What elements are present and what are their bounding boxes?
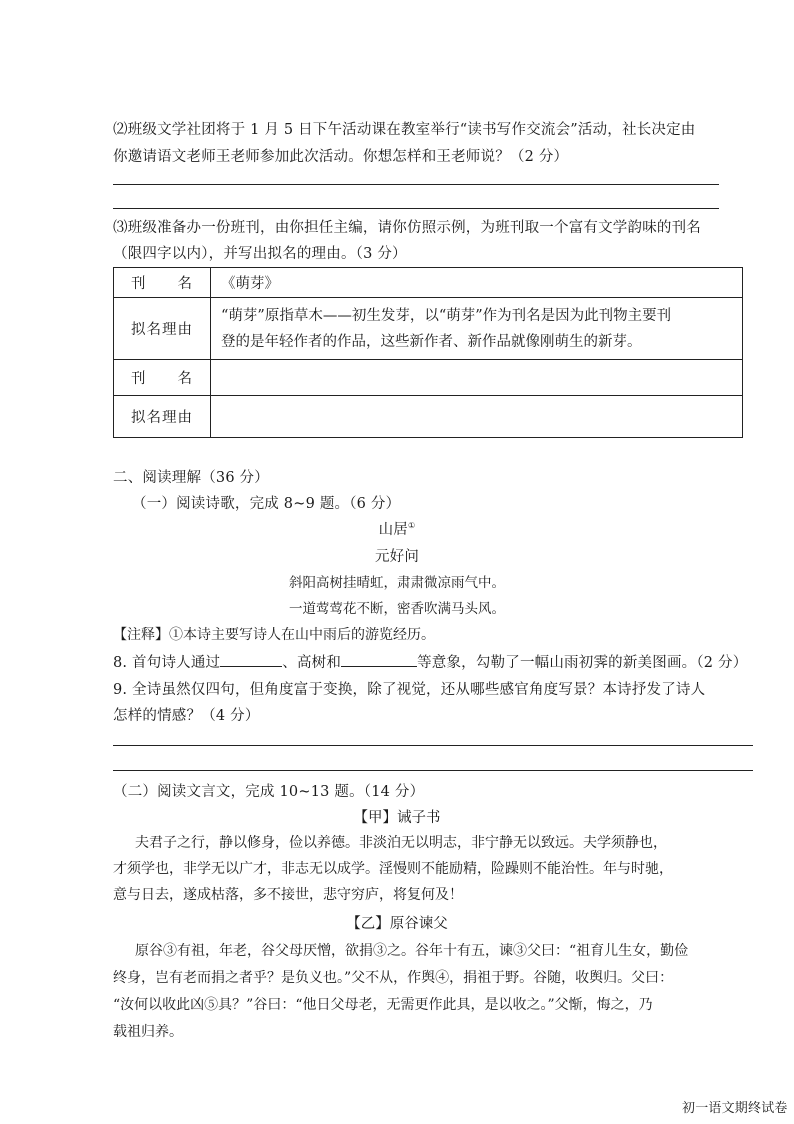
row-label: 拟名理由 bbox=[114, 298, 211, 360]
yi-line2: 终身，岂有老而捐之者乎？是负义也。”父不从，作舆④，捐祖于野。谷随，收舆归。父曰： bbox=[113, 970, 674, 986]
part1-heading: （一）阅读诗歌，完成 8~9 题。（6 分） bbox=[132, 496, 401, 512]
answer-line-q9-2[interactable] bbox=[113, 770, 753, 771]
q9-line2: 怎样的情感？（4 分） bbox=[113, 708, 260, 724]
q8-text-after: 等意象，勾勒了一幅山雨初霁的新美图画。（2 分） bbox=[417, 655, 748, 671]
jia-title: 【甲】诫子书 bbox=[353, 810, 441, 826]
poem-title: 山居 bbox=[378, 522, 409, 538]
q8-blank-2[interactable] bbox=[341, 652, 417, 667]
answer-line-q2-2[interactable] bbox=[113, 208, 719, 209]
table-row bbox=[114, 298, 743, 360]
jia-line3: 意与日去，遂成枯落，多不接世，悲守穷庐，将复何及！ bbox=[113, 887, 463, 903]
poem-line1: 斜阳高树挂晴虹，肃肃微凉雨气中。 bbox=[289, 575, 505, 591]
answer-line-q2-1[interactable] bbox=[113, 184, 719, 185]
jia-line2: 才须学也，非学无以广才，非志无以成学。淫慢则不能励精，险躁则不能治性。年与时驰， bbox=[113, 861, 673, 877]
q8-text-middle: 、高树和 bbox=[282, 655, 342, 671]
q8-blank-1[interactable] bbox=[220, 652, 282, 667]
reason-example-line1: “萌芽”原指草木——初生发芽，以“萌芽”作为刊名是因为此刊物主要刊 bbox=[221, 307, 672, 324]
yi-line3: “汝何以收此凶⑤具？”谷曰：“他日父母老，无需更作此具，是以收之。”父惭，悔之，乃 bbox=[113, 997, 653, 1013]
poem-note: 【注释】①本诗主要写诗人在山中雨后的游览经历。 bbox=[113, 627, 435, 643]
jia-line1: 夫君子之行，静以修身，俭以养德。非淡泊无以明志，非宁静无以致远。夫学须静也， bbox=[135, 835, 667, 851]
row-label: 拟名理由 bbox=[114, 396, 211, 438]
part2-heading: （二）阅读文言文，完成 10~13 题。（14 分） bbox=[113, 784, 425, 800]
q8 bbox=[113, 651, 747, 672]
reason-answer-cell[interactable] bbox=[211, 396, 743, 438]
table-row bbox=[114, 396, 743, 438]
q2-line1: ⑵班级文学社团将于 1 月 5 日下午活动课在教室举行“读书写作交流会”活动，社长决定由 bbox=[113, 122, 696, 138]
q2-line2: 你邀请语文老师王老师参加此次活动。你想怎样和王老师说？（2 分） bbox=[113, 149, 569, 165]
q3-line1: ⑶班级准备办一份班刊，由你担任主编，请你仿照示例，为班刊取一个富有文学韵味的刊名 bbox=[113, 220, 701, 236]
q8-text-before: 8. 首句诗人通过 bbox=[113, 655, 221, 671]
section-heading: 二、阅读理解（36 分） bbox=[113, 470, 269, 486]
poem-title-note-mark: ① bbox=[408, 521, 416, 531]
journal-name-table bbox=[113, 267, 743, 438]
table-row bbox=[114, 360, 743, 396]
journal-name-example: 《萌芽》 bbox=[211, 268, 743, 298]
journal-name-answer-cell[interactable] bbox=[211, 360, 743, 396]
q9-line1: 9. 全诗虽然仅四句，但角度富于变换，除了视觉，还从哪些感官角度写景？本诗抒发了诗人 bbox=[113, 682, 706, 698]
row-label: 刊 名 bbox=[114, 268, 211, 298]
page-footer: 初一语文期终试卷 bbox=[682, 1101, 788, 1116]
yi-title: 【乙】原谷谏父 bbox=[346, 916, 448, 932]
poem-line2: 一道莺莺花不断，密香吹满马头风。 bbox=[289, 601, 505, 617]
table-row bbox=[114, 268, 743, 298]
poem-author: 元好问 bbox=[374, 549, 420, 565]
row-label: 刊 名 bbox=[114, 360, 211, 396]
answer-line-q9-1[interactable] bbox=[113, 745, 753, 746]
q3-line2: （限四字以内），并写出拟名的理由。（3 分） bbox=[113, 246, 407, 262]
yi-line1: 原谷③有祖，年老，谷父母厌憎，欲捐③之。谷年十有五，谏③父曰：“祖育儿生女，勤俭 bbox=[135, 943, 689, 959]
reason-example-line2: 登的是年轻作者的作品，这些新作者、新作品就像刚萌生的新芽。 bbox=[221, 333, 642, 350]
yi-line4: 载祖归养。 bbox=[113, 1024, 183, 1040]
